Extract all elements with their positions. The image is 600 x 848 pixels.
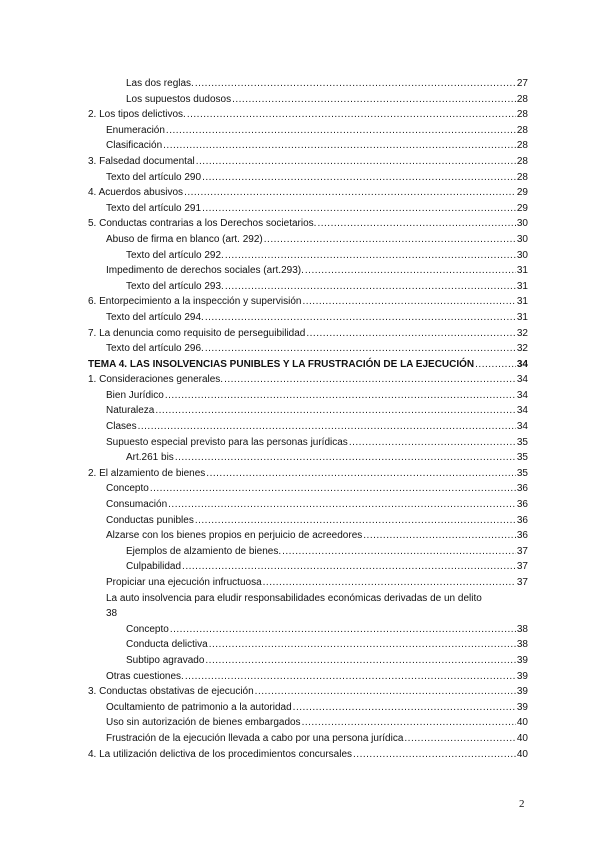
toc-entry[interactable] [88,669,528,685]
toc-entry-page: 34 [516,374,528,386]
dot-leader [182,559,516,575]
toc-entry[interactable] [88,622,528,638]
toc-entry-page: 34 [516,421,528,433]
toc-entry-title: Clasificación [106,140,163,152]
dot-leader [205,653,515,669]
toc-entry-title: Texto del artículo 293. [126,280,224,292]
toc-entry-page: 40 [516,748,528,760]
toc-entry-page: 39 [516,686,528,698]
toc-entry-title: Texto del artículo 291 [106,202,202,214]
dot-leader [263,575,516,591]
dot-leader [306,326,516,342]
toc-entry-title: Subtipo agravado [126,654,205,666]
toc-entry[interactable] [88,403,528,419]
dot-leader [255,684,516,700]
toc-entry[interactable] [88,216,528,232]
toc-entry[interactable] [88,232,528,248]
dot-leader [202,170,516,186]
toc-entry-page: 34 [516,405,528,417]
toc-entry[interactable] [88,575,528,591]
dot-leader [138,419,516,435]
toc-entry-title: TEMA 4. LAS INSOLVENCIAS PUNIBLES Y LA FRUSTRACIÓN DE LA EJECUCIÓN [88,358,475,370]
toc-entry-title: Consumación [106,499,168,511]
toc-entry-page: 31 [516,311,528,323]
toc-entry[interactable] [88,747,528,763]
toc-entry-title: 3. Conductas obstativas de ejecución [88,686,254,698]
toc-entry-page: 39 [516,670,528,682]
toc-entry-title: 4. Acuerdos abusivos [88,187,184,199]
toc-entry-title: Naturaleza [106,405,155,417]
toc-entry-page: 37 [516,545,528,557]
toc-entry-page: 36 [516,499,528,511]
toc-entry-title: Concepto [106,483,149,495]
toc-entry-title: Concepto [126,623,169,635]
toc-entry[interactable] [88,263,528,279]
dot-leader [224,372,516,388]
toc-entry[interactable] [88,76,528,92]
toc-entry-title: 5. Conductas contrarias a los Derechos societarios. [88,218,317,230]
dot-leader [165,388,516,404]
toc-entry[interactable] [88,107,528,123]
toc-entry[interactable] [88,138,528,154]
toc-entry[interactable] [88,481,528,497]
dot-leader [196,154,516,170]
toc-entry-title: Otras cuestiones. [106,670,184,682]
dot-leader [187,107,516,123]
table-of-contents [88,76,528,762]
toc-entry-title: Frustración de la ejecución llevada a cabo por una persona jurídica [106,732,404,744]
toc-entry-title: 2. Los tipos delictivos. [88,109,186,121]
toc-entry-title: 2. El alzamiento de bienes [88,467,206,479]
toc-entry[interactable] [88,310,528,326]
toc-entry[interactable] [88,591,528,622]
toc-entry-title: Propiciar una ejecución infructuosa [106,577,262,588]
dot-leader [155,403,516,419]
toc-entry[interactable] [88,185,528,201]
dot-leader [305,263,516,279]
toc-entry[interactable] [88,388,528,404]
toc-entry-title: 6. Entorpecimiento a la inspección y supervisión [88,296,302,308]
dot-leader [404,731,515,747]
toc-entry-page: 28 [516,93,528,105]
toc-entry-title: Supuesto especial previsto para las personas jurídicas [106,436,348,448]
toc-entry[interactable] [88,637,528,653]
toc-entry-title: Las dos reglas. [126,78,194,89]
toc-entry[interactable] [88,419,528,435]
toc-entry-page: 36 [516,530,528,542]
toc-entry-page: 28 [516,140,528,152]
toc-entry-page: 30 [516,218,528,230]
toc-entry-title: Clases [106,421,137,433]
toc-entry[interactable] [88,684,528,700]
dot-leader [302,294,515,310]
toc-entry-page: 31 [516,265,528,277]
toc-entry[interactable] [88,92,528,108]
toc-entry-page: 27 [516,78,528,89]
dot-leader [264,232,516,248]
toc-entry-page: 28 [516,124,528,136]
dot-leader [209,637,516,653]
toc-entry-page: 35 [516,467,528,479]
toc-entry-page: 32 [516,343,528,355]
toc-entry-title: Texto del artículo 294. [106,311,204,323]
toc-entry-page: 29 [516,187,528,199]
toc-entry-title: 7. La denuncia como requisito de perseguibilidad [88,327,306,339]
toc-entry[interactable] [88,450,528,466]
dot-leader [184,185,516,201]
toc-entry-title: Ejemplos de alzamiento de bienes. [126,545,282,557]
toc-entry[interactable] [88,528,528,544]
toc-entry[interactable] [88,201,528,217]
toc-entry-title: Enumeración [106,124,165,136]
toc-entry[interactable] [88,294,528,310]
toc-entry-page: 34 [516,389,528,401]
toc-entry-title: Los supuestos dudosos [126,93,232,105]
dot-leader [349,435,516,451]
toc-entry-title: La auto insolvencia para eludir responsabilidades económicas derivadas de un delito [106,592,482,604]
toc-entry[interactable] [88,700,528,716]
toc-entry[interactable] [88,653,528,669]
toc-entry[interactable] [88,513,528,529]
toc-entry[interactable] [88,435,528,451]
toc-entry-title: Ocultamiento de patrimonio a la autoridad [106,701,292,713]
toc-entry-page: 30 [516,233,528,245]
toc-entry-title: Uso sin autorización de bienes embargados [106,717,301,729]
toc-entry[interactable] [88,279,528,295]
toc-entry[interactable] [88,248,528,264]
toc-entry-page: 38 [516,639,528,651]
toc-entry-page: 30 [516,249,528,261]
toc-entry[interactable] [88,341,528,357]
toc-entry-page: 34 [516,358,528,370]
dot-leader [282,544,516,560]
dot-leader [475,357,516,373]
toc-entry-title: Texto del artículo 290 [106,171,202,183]
toc-entry[interactable] [88,731,528,747]
toc-entry-page: 38 [516,623,528,635]
dot-leader [206,466,516,482]
dot-leader [232,92,516,108]
dot-leader [317,216,515,232]
toc-entry-title: Texto del artículo 292. [126,249,224,261]
dot-leader [195,76,516,92]
toc-entry-title: Art.261 bis [126,452,174,464]
toc-entry-page: 35 [516,452,528,464]
toc-entry-title: 4. La utilización delictiva de los procedimientos concursales [88,748,353,760]
toc-entry-page: 38 [106,608,118,620]
toc-entry-page: 35 [516,436,528,448]
toc-entry-page: 36 [516,514,528,526]
toc-entry-title: Culpabilidad [126,561,182,573]
toc-entry-page: 28 [516,109,528,121]
toc-entry-title: 3. Falsedad documental [88,155,195,167]
dot-leader [302,715,516,731]
toc-entry[interactable] [88,372,528,388]
toc-entry-page: 40 [516,732,528,744]
toc-entry[interactable] [88,715,528,731]
page-number: 2 [519,798,525,810]
toc-entry-title: 1. Consideraciones generales. [88,374,224,386]
toc-entry-page: 31 [516,296,528,308]
toc-entry-title: Abuso de firma en blanco (art. 292) [106,233,263,245]
toc-entry-page: 36 [516,483,528,495]
toc-entry[interactable] [88,154,528,170]
toc-entry-page: 39 [516,701,528,713]
toc-entry-title: Bien Jurídico [106,389,164,401]
toc-chapter-heading[interactable] [88,357,528,373]
dot-leader [293,700,516,716]
toc-entry-page: 39 [516,654,528,666]
dot-leader [163,138,516,154]
toc-entry[interactable] [88,559,528,575]
toc-entry-page: 31 [516,280,528,292]
toc-entry-title: Texto del artículo 296. [106,343,204,355]
toc-entry-title: Conducta delictiva [126,639,208,651]
dot-leader [205,341,516,357]
toc-entry[interactable] [88,497,528,513]
dot-leader [195,513,516,529]
toc-entry-page: 37 [516,561,528,573]
dot-leader [225,248,516,264]
toc-entry-page: 40 [516,717,528,729]
toc-entry[interactable] [88,466,528,482]
toc-entry[interactable] [88,544,528,560]
toc-entry-title: Conductas punibles [106,514,194,526]
dot-leader [202,201,516,217]
toc-entry[interactable] [88,170,528,186]
toc-entry-page: 32 [516,327,528,339]
toc-entry-page: 29 [516,202,528,214]
dot-leader [353,747,516,763]
dot-leader [205,310,516,326]
toc-entry[interactable] [88,326,528,342]
dot-leader [170,622,516,638]
dot-leader [150,481,516,497]
toc-entry-page: 37 [516,577,528,588]
dot-leader [175,450,516,466]
toc-entry-title: Alzarse con los bienes propios en perjuicio de acreedores [106,530,363,542]
dot-leader [225,279,516,295]
dot-leader [363,528,516,544]
dot-leader [168,497,516,513]
toc-entry-title: Impedimento de derechos sociales (art.293). [106,265,304,277]
dot-leader [185,669,516,685]
toc-entry-page: 28 [516,155,528,167]
toc-entry-page: 28 [516,171,528,183]
toc-entry[interactable] [88,123,528,139]
dot-leader [166,123,516,139]
